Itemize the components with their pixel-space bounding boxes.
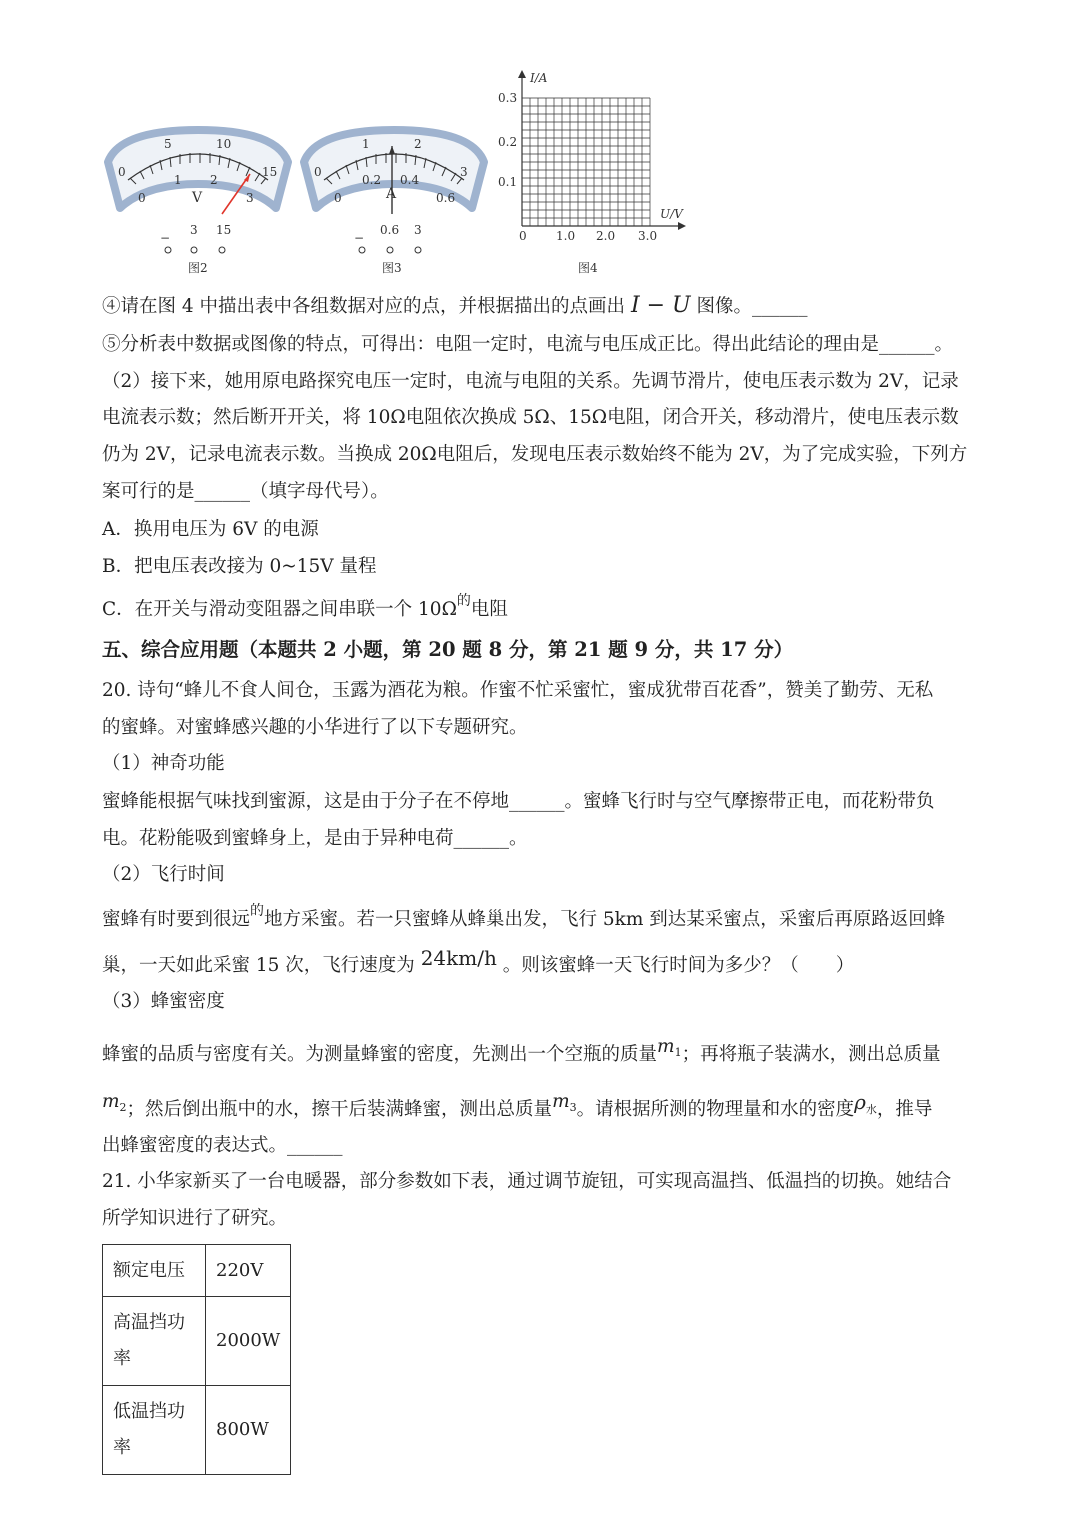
voltmeter-terminal-3: 3 (190, 223, 198, 237)
q19-option-a: A．换用电压为 6V 的电源 (102, 519, 319, 540)
q20-part2-line1-sup: 的 (250, 903, 265, 919)
q19-option-c-text: C．在开关与滑动变阻器之间串联一个 10Ω (102, 599, 457, 620)
q20-speed-math: 24km/h (420, 946, 497, 970)
table-row (103, 1297, 291, 1386)
y-tick-01: 0.1 (498, 175, 518, 189)
q20-line2: 的蜜蜂。对蜜蜂感兴趣的小华进行了以下专题研究。 (102, 717, 528, 738)
q20-part3-line1-text: 蜂蜜的品质与密度有关。为测量蜂蜜的密度，先测出一个空瓶的质量 (102, 1044, 658, 1065)
q20-part3-line1 (102, 1036, 941, 1069)
q19-item4-math: I − U (630, 293, 691, 318)
table-row (103, 1386, 291, 1475)
y-axis-label: I/A (530, 71, 548, 85)
q19-part2-line2: 电流表示数；然后断开开关，将 10Ω电阻依次换成 5Ω、15Ω电阻，闭合开关，移动滑片，使电压表示数 (102, 407, 959, 428)
q20-part2-line1-end: 地方采蜜。若一只蜜蜂从蜂巢出发，飞行 5km 到达某采蜜点，采蜜后再原路返回蜂 (264, 909, 946, 930)
q20-m2-symbol: m (102, 1091, 120, 1112)
table-cell-value: 2000W (206, 1297, 291, 1386)
q20-line1: 20. 诗句“蜂儿不食人间仓，玉露为酒花为粮。作蜜不忙采蜜忙，蜜成犹带百花香”，赞美了勤劳、无私 (102, 680, 934, 701)
q20-m3-sub: 3 (569, 1101, 577, 1114)
y-tick-02: 0.2 (498, 135, 518, 149)
q20-part1-line1: 蜜蜂能根据气味找到蜜源，这是由于分子在不停地______。蜜蜂飞行时与空气摩擦带正电，而花粉带负 (102, 791, 935, 812)
q20-part3-line2-text: ；然后倒出瓶中的水，擦干后装满蜂蜜，测出总质量 (126, 1099, 553, 1120)
ammeter-bottom-04: 0.4 (400, 173, 420, 187)
voltmeter-top-0: 0 (118, 165, 126, 179)
iu-graph-figure (492, 70, 692, 282)
voltmeter-top-10: 10 (216, 137, 232, 151)
table-key-text: 额定电压 (113, 1259, 185, 1281)
voltmeter-terminal-knob (191, 247, 197, 253)
table-cell-key (103, 1245, 206, 1297)
q19-option-b: B．把电压表改接为 0~15V 量程 (102, 556, 377, 577)
voltmeter-bottom-2: 2 (210, 173, 218, 187)
ammeter-bottom-0: 0 (334, 191, 342, 205)
voltmeter-top-15: 15 (262, 165, 278, 179)
ammeter-figure (296, 122, 491, 282)
x-axis-arrow (678, 222, 686, 230)
figure-4-caption: 图4 (578, 261, 598, 275)
ammeter-terminal-knob (415, 247, 421, 253)
q20-part3-line2-end: ，推导 (876, 1099, 933, 1120)
figure-3-caption: 图3 (382, 261, 402, 275)
table-key-text-cont: 率 (113, 1348, 131, 1369)
heater-parameter-table (102, 1244, 291, 1475)
x-tick-1: 1.0 (556, 229, 576, 243)
x-tick-3: 3.0 (638, 229, 658, 243)
ammeter-top-2: 2 (414, 137, 422, 151)
q20-part2-title: （2）飞行时间 (102, 864, 225, 885)
q20-m2-sub: 2 (119, 1101, 127, 1114)
x-axis-label: U/V (660, 207, 683, 221)
voltmeter-unit: V (192, 190, 203, 206)
ammeter-terminal-knob (359, 247, 365, 253)
voltmeter-terminal-knob (165, 247, 171, 253)
q20-m1-sub: 1 (674, 1046, 682, 1059)
table-key-text-cont: 率 (113, 1437, 131, 1458)
q19-part2-line3: 仍为 2V，记录电流表示数。当换成 20Ω电阻后，发现电压表示数始终不能为 2V，为了完成实验，下列方 (102, 444, 968, 465)
voltmeter-bottom-1: 1 (174, 173, 182, 187)
voltmeter-bottom-3: 3 (246, 191, 254, 205)
q20-part3-line2 (102, 1090, 933, 1124)
q20-part2-line2 (102, 946, 855, 978)
q20-part3-title: （3）蜂蜜密度 (102, 991, 225, 1012)
table-cell-key (103, 1297, 206, 1386)
x-tick-2: 2.0 (596, 229, 616, 243)
q19-part2-line1: （2）接下来，她用原电路探究电压一定时，电流与电阻的关系。先调节滑片，使电压表示数为 2V，记录 (102, 371, 959, 392)
q20-part2-line1 (102, 903, 946, 933)
voltmeter-top-5: 5 (164, 137, 172, 151)
q20-part2-line2-end: 。则该蜜蜂一天飞行时间为多少？（ ） (502, 955, 855, 976)
y-tick-03: 0.3 (498, 91, 518, 105)
voltmeter-terminal-15: 15 (216, 223, 232, 237)
q19-option-c-sup: 的 (456, 593, 471, 609)
q20-rho-sub: 水 (865, 1103, 877, 1116)
voltmeter-terminal-knob (219, 247, 225, 253)
q20-part3-line2-text2: 。请根据所测的物理量和水的密度 (576, 1099, 855, 1120)
q20-m1-symbol: m (657, 1036, 675, 1057)
q19-part2-line4: 案可行的是______（填字母代号）。 (102, 481, 389, 502)
ammeter-top-1: 1 (362, 137, 370, 151)
q19-item5: ⑤分析表中数据或图像的特点，可得出：电阻一定时，电流与电压成正比。得出此结论的理由是______。 (102, 334, 954, 355)
q20-m3-symbol: m (552, 1091, 570, 1112)
ammeter-terminal-knob (387, 247, 393, 253)
ammeter-terminal-3: 3 (414, 223, 422, 237)
q20-part2-line1-text: 蜜蜂有时要到很远 (102, 909, 251, 930)
q20-part3-line1-end: ；再将瓶子装满水，测出总质量 (681, 1044, 941, 1065)
q19-option-c-end: 电阻 (470, 599, 508, 620)
ammeter-unit: A (386, 186, 397, 202)
table-cell-value: 800W (206, 1386, 291, 1475)
figure-2-caption: 图2 (188, 261, 208, 275)
ammeter-terminal-06: 0.6 (380, 223, 400, 237)
table-cell-key (103, 1386, 206, 1475)
table-key-text: 低温挡功 (113, 1401, 185, 1422)
q20-rho-symbol: ρ (854, 1090, 866, 1114)
voltmeter-figure (100, 122, 295, 282)
voltmeter-bottom-0: 0 (138, 191, 146, 205)
table-row (103, 1245, 291, 1297)
x-tick-0: 0 (519, 229, 527, 243)
q19-item4 (102, 294, 808, 319)
ammeter-bottom-06: 0.6 (436, 191, 456, 205)
q19-item4-text: ④请在图 4 中描出表中各组数据对应的点，并根据描出的点画出 (102, 296, 626, 317)
ammeter-terminal-neg: − (354, 231, 365, 245)
q21-line1: 21. 小华家新买了一台电暖器，部分参数如下表，通过调节旋钮，可实现高温挡、低温挡的切换。她结合 (102, 1171, 952, 1192)
ammeter-bottom-02: 0.2 (362, 173, 382, 187)
table-key-text: 高温挡功 (113, 1312, 185, 1333)
q19-option-c (102, 593, 508, 623)
y-axis-arrow (518, 70, 526, 78)
graph-grid (522, 98, 650, 226)
section5-title: 五、综合应用题（本题共 2 小题，第 20 题 8 分，第 21 题 9 分，共 17 分） (102, 638, 794, 661)
ammeter-top-0: 0 (314, 165, 322, 179)
q20-part3-line3: 出蜂蜜密度的表达式。______ (102, 1135, 343, 1156)
q21-line2: 所学知识进行了研究。 (102, 1208, 288, 1229)
q19-item4-blank: 图像。______ (696, 296, 808, 317)
table-cell-value: 220V (206, 1245, 291, 1297)
q20-part1-title: （1）神奇功能 (102, 753, 225, 774)
q20-part1-line2: 电。花粉能吸到蜜蜂身上，是由于异种电荷______。 (102, 828, 528, 849)
voltmeter-terminal-neg: − (160, 231, 171, 245)
ammeter-top-3: 3 (460, 165, 468, 179)
q20-part2-line2-text: 巢，一天如此采蜜 15 次，飞行速度为 (102, 955, 415, 976)
